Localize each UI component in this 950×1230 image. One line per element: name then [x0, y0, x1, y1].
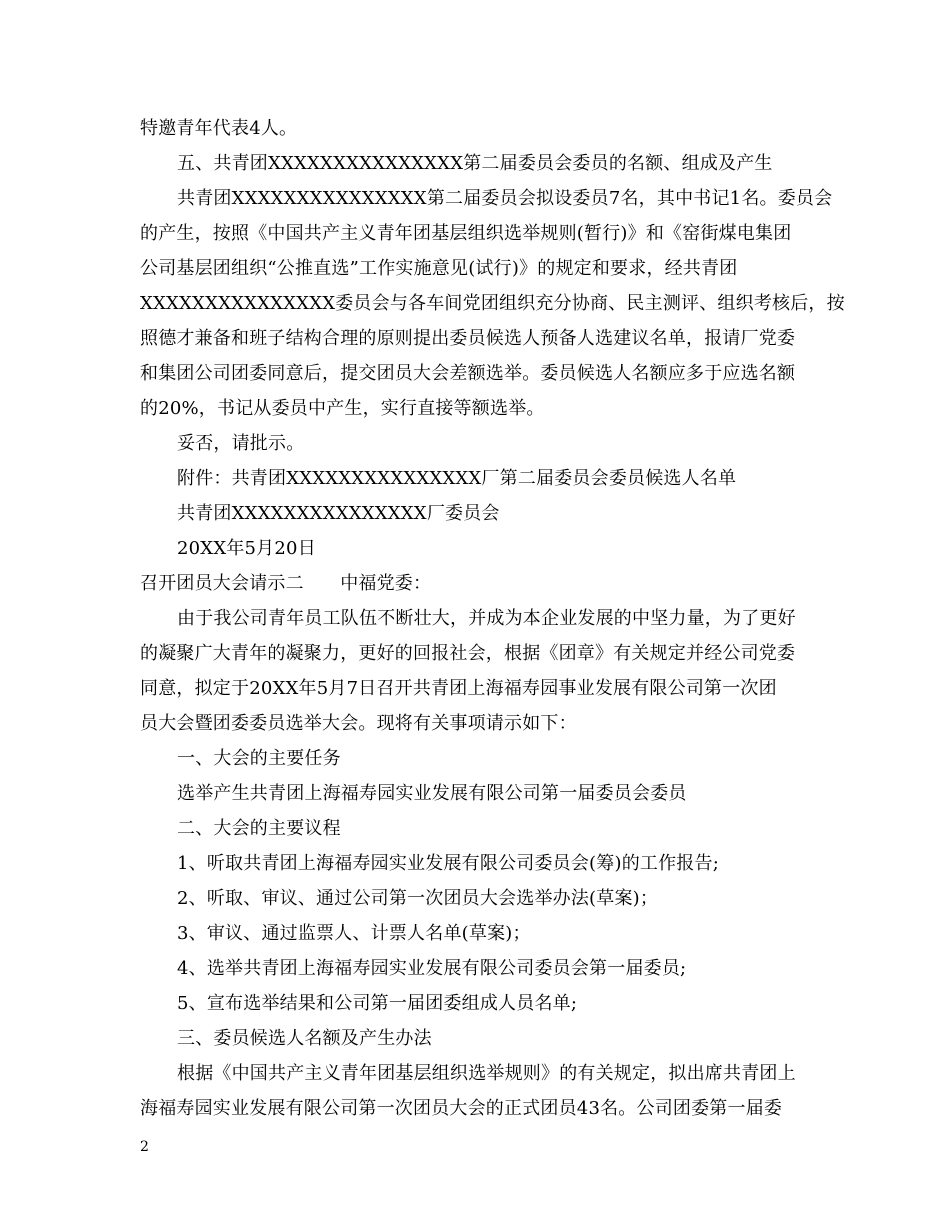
- text-line: 共青团XXXXXXXXXXXXXXX第二届委员会拟设委员7名，其中书记1名。委员会: [177, 188, 833, 209]
- section-heading: 五、共青团XXXXXXXXXXXXXXX第二届委员会委员的名额、组成及产生: [177, 153, 773, 174]
- request-title: 召开团员大会请示二 中福党委：: [140, 573, 432, 594]
- text-line: 由于我公司青年员工队伍不断壮大，并成为本企业发展的中坚力量，为了更好: [177, 608, 796, 629]
- text-line: 海福寿园实业发展有限公司第一次团员大会的正式团员43名。公司团委第一届委: [140, 1098, 783, 1119]
- page-number: 2: [140, 1139, 149, 1155]
- text-line: 照德才兼备和班子结构合理的原则提出委员候选人预备人选建议名单，报请厂党委: [140, 328, 796, 349]
- attachment-line: 附件：共青团XXXXXXXXXXXXXXX厂第二届委员会委员候选人名单: [177, 468, 737, 489]
- agenda-item: 5、宣布选举结果和公司第一届团委组成人员名单;: [177, 993, 578, 1014]
- signature-date: 20XX年5月20日: [177, 538, 316, 559]
- agenda-item: 4、选举共青团上海福寿园实业发展有限公司委员会第一届委员;: [177, 958, 687, 979]
- text-line: 同意，拟定于20XX年5月7日召开共青团上海福寿园事业发展有限公司第一次团: [140, 678, 777, 699]
- section-heading: 二、大会的主要议程: [177, 818, 341, 839]
- signature-org: 共青团XXXXXXXXXXXXXXX厂委员会: [177, 503, 500, 524]
- agenda-item: 1、听取共青团上海福寿园实业发展有限公司委员会(筹)的工作报告;: [177, 853, 719, 874]
- text-line: 特邀青年代表4人。: [140, 118, 298, 139]
- text-line: 选举产生共青团上海福寿园实业发展有限公司第一届委员会委员: [177, 783, 687, 804]
- text-line: 公司基层团组织“公推直选”工作实施意见(试行)》的规定和要求，经共青团: [140, 258, 738, 279]
- text-line: XXXXXXXXXXXXXXX委员会与各车间党团组织充分协商、民主测评、组织考核后，按: [140, 293, 845, 314]
- text-line: 的凝聚广大青年的凝聚力，更好的回报社会，根据《团章》有关规定并经公司党委: [140, 643, 796, 664]
- agenda-item: 2、听取、审议、通过公司第一次团员大会选举办法(草案)；: [177, 888, 659, 909]
- text-line: 员大会暨团委委员选举大会。现将有关事项请示如下：: [140, 713, 577, 734]
- text-line: 妥否，请批示。: [177, 433, 305, 454]
- section-heading: 一、大会的主要任务: [177, 748, 341, 769]
- agenda-item: 3、审议、通过监票人、计票人名单(草案)；: [177, 923, 531, 944]
- text-line: 和集团公司团委同意后，提交团员大会差额选举。委员候选人名额应多于应选名额: [140, 363, 796, 384]
- section-heading: 三、委员候选人名额及产生办法: [177, 1028, 432, 1049]
- text-line: 的产生，按照《中国共产主义青年团基层组织选举规则(暂行)》和《窑街煤电集团: [140, 223, 792, 244]
- text-line: 的20%，书记从委员中产生，实行直接等额选举。: [140, 398, 545, 419]
- text-line: 根据《中国共产主义青年团基层组织选举规则》的有关规定，拟出席共青团上: [177, 1063, 796, 1084]
